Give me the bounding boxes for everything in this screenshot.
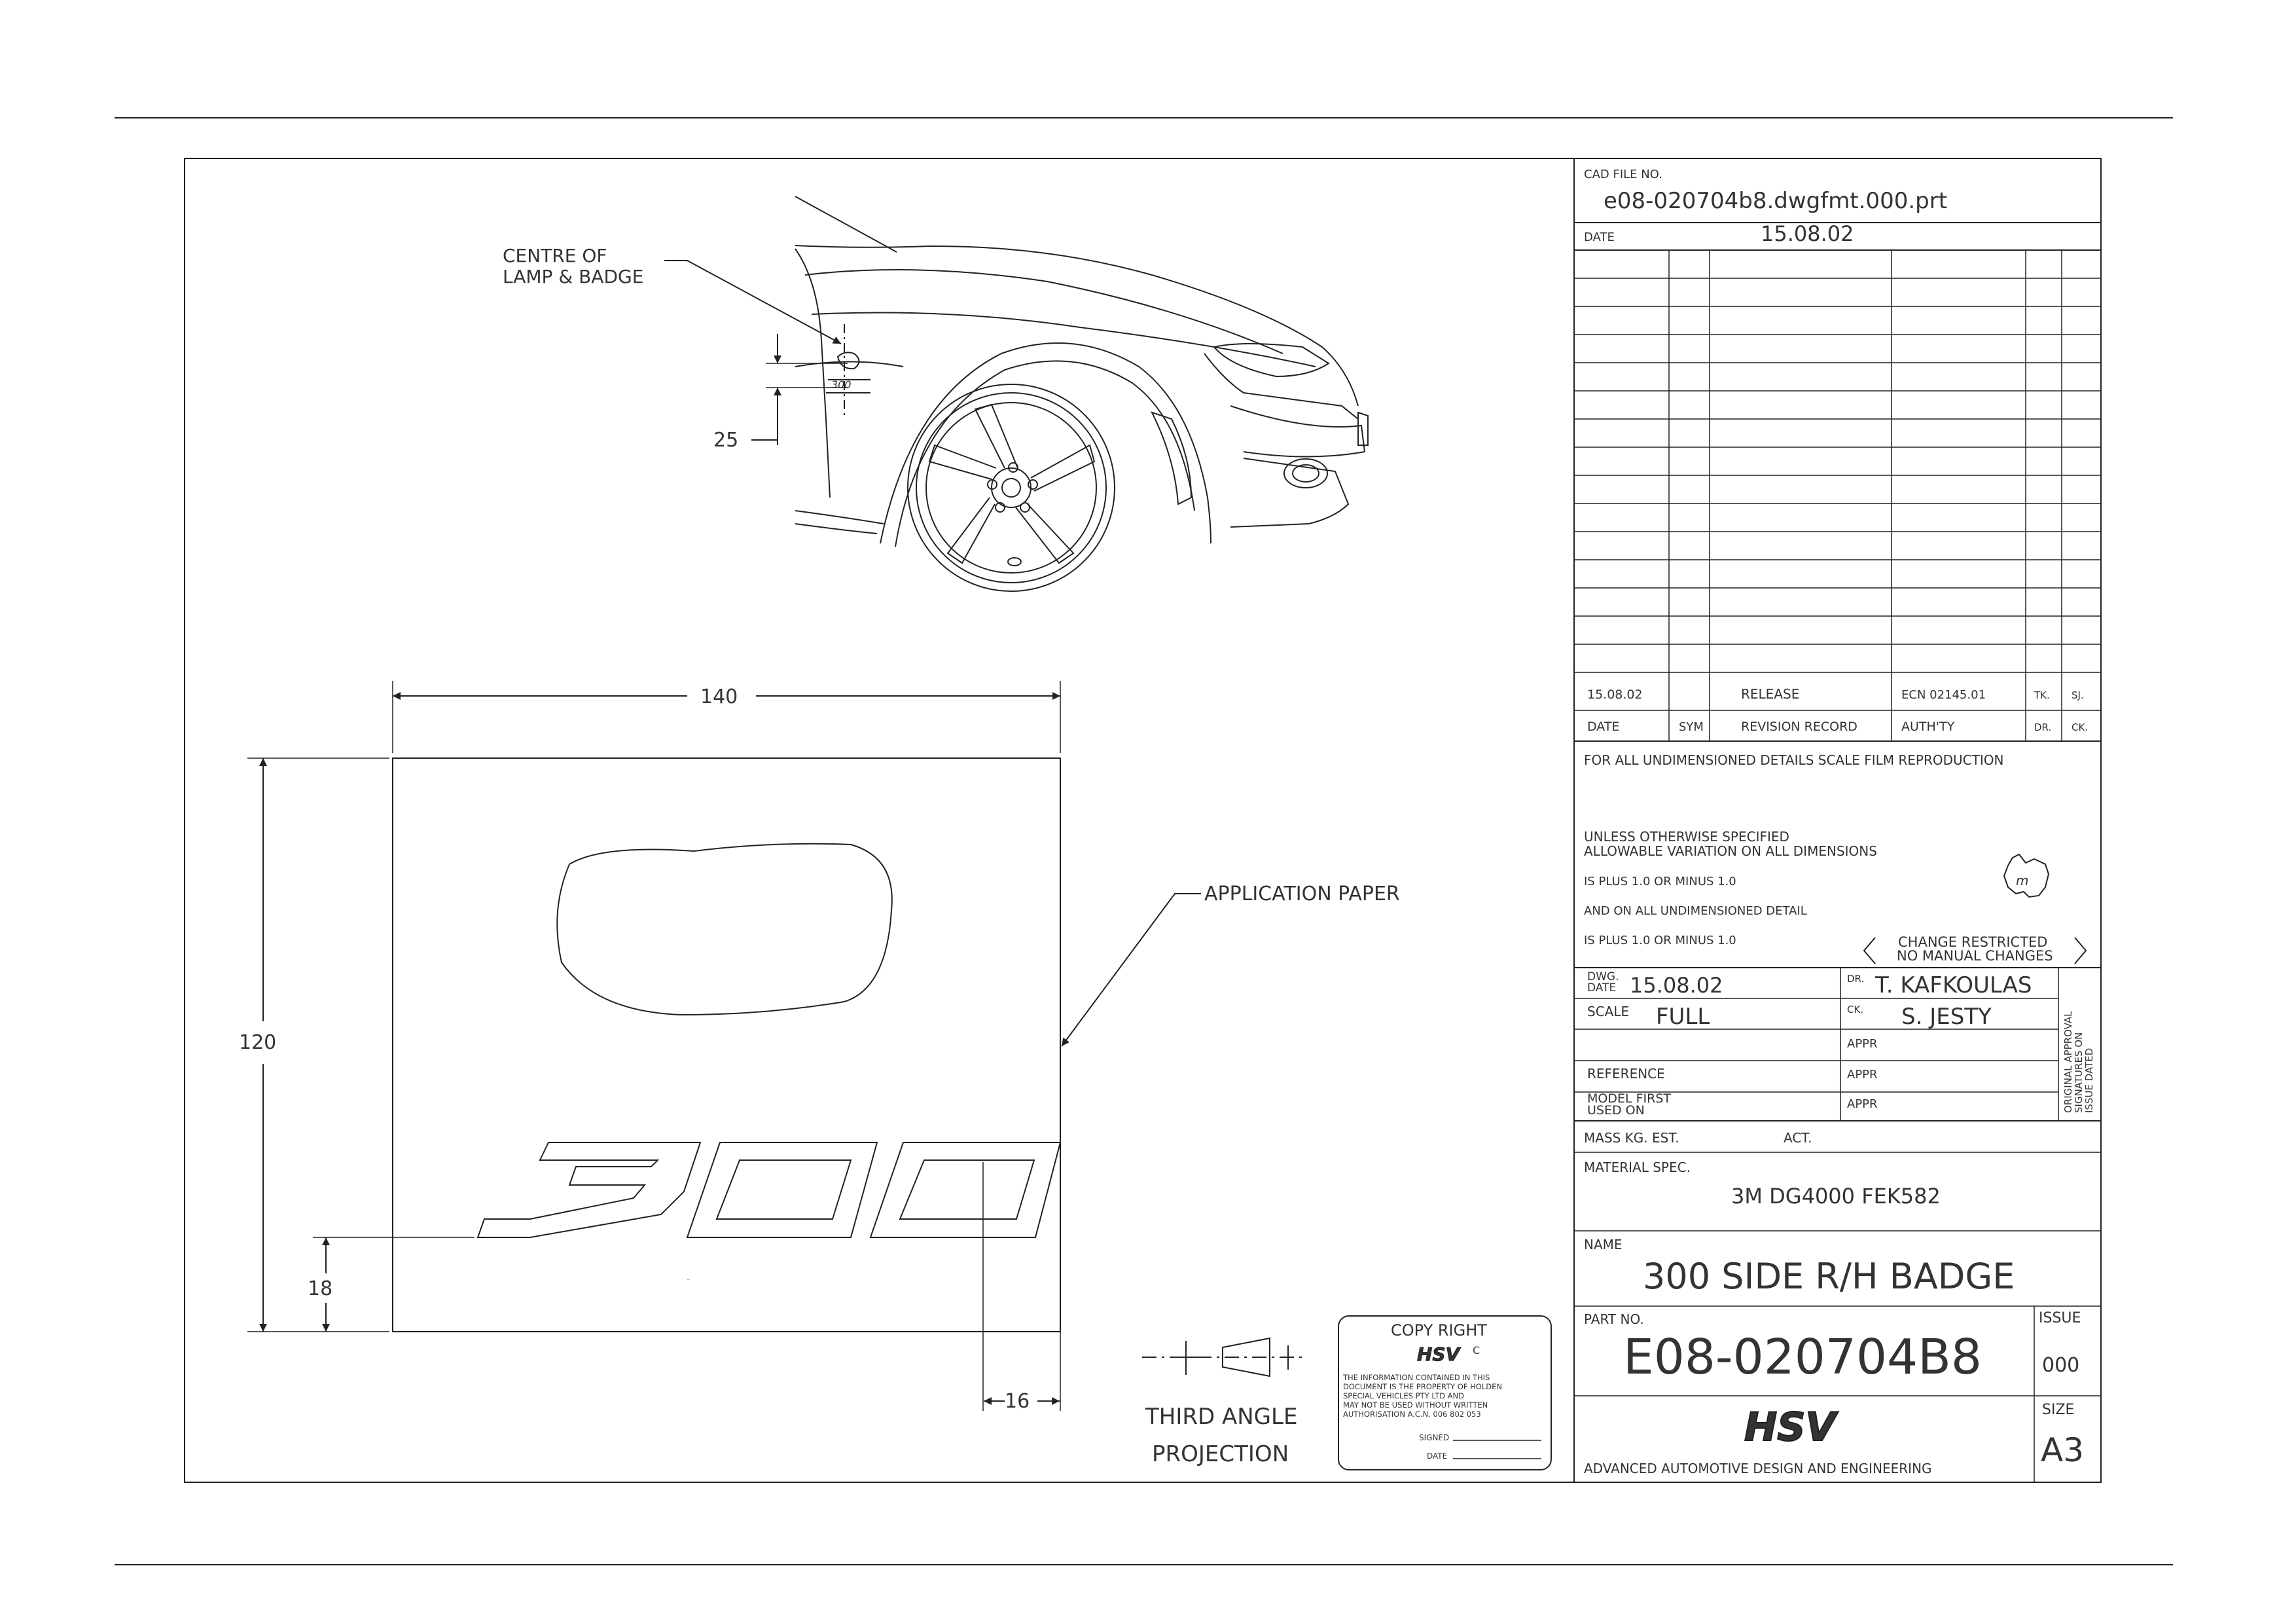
copyright-notice-5: AUTHORISATION A.C.N. 006 802 053 xyxy=(1343,1410,1481,1419)
rev-header-date: DATE xyxy=(1587,720,1620,734)
chevron-left-icon xyxy=(1864,938,1875,964)
rev-date: 15.08.02 xyxy=(1587,687,1643,702)
centre-callout-line2: LAMP & BADGE xyxy=(503,266,644,287)
projection-line1: THIRD ANGLE xyxy=(1145,1404,1298,1430)
note-plus-2: IS PLUS 1.0 OR MINUS 1.0 xyxy=(1584,934,1736,947)
date-value: 15.08.02 xyxy=(1761,221,1854,246)
car-front-illustration xyxy=(795,196,1368,591)
name-value: 300 SIDE R/H BADGE xyxy=(1643,1256,2015,1297)
centre-callout-line1: CENTRE OF xyxy=(503,245,607,266)
material-value: 3M DG4000 FEK582 xyxy=(1731,1184,1941,1209)
act-label: ACT. xyxy=(1784,1130,1812,1146)
model-label-1: MODEL FIRST xyxy=(1587,1091,1672,1106)
dim-18: 18 xyxy=(308,1277,333,1300)
copyright-notice-1: THE INFORMATION CONTAINED IN THIS xyxy=(1343,1373,1490,1382)
rev-header-record: REVISION RECORD xyxy=(1741,720,1857,734)
scale-value: FULL xyxy=(1656,1004,1710,1030)
rev-header-auth: AUTH'TY xyxy=(1901,720,1955,734)
copyright-notice-2: DOCUMENT IS THE PROPERTY OF HOLDEN xyxy=(1343,1382,1502,1391)
dr-label: DR. xyxy=(1847,973,1865,985)
date-label: DATE xyxy=(1584,230,1615,244)
ck-value: S. JESTY xyxy=(1901,1004,1992,1030)
issue-value: 000 xyxy=(2042,1354,2080,1377)
note-unless-1: UNLESS OTHERWISE SPECIFIED xyxy=(1584,829,1789,845)
projection-symbol xyxy=(1142,1338,1302,1376)
dwg-label-2: DATE xyxy=(1587,981,1617,994)
fender-badge-text: 300 xyxy=(831,378,852,391)
model-label-2: USED ON xyxy=(1587,1103,1645,1118)
note-unless-2: ALLOWABLE VARIATION ON ALL DIMENSIONS xyxy=(1584,843,1877,859)
orig-approval-2: SIGNATURES ON xyxy=(2073,1032,2085,1113)
rev-ck: SJ. xyxy=(2072,689,2084,701)
fields-grid xyxy=(1574,968,2101,1482)
title-block xyxy=(1574,158,2101,1482)
size-value: A3 xyxy=(2041,1431,2085,1469)
note-change-1: CHANGE RESTRICTED xyxy=(1898,934,2048,950)
part-value: E08-020704B8 xyxy=(1623,1329,1982,1385)
note-change-2: NO MANUAL CHANGES xyxy=(1897,948,2053,964)
dim-16: 16 xyxy=(1005,1390,1030,1413)
dwg-label-1: DWG. xyxy=(1587,970,1619,983)
rev-header-ck: CK. xyxy=(2072,721,2089,733)
rev-dr: TK. xyxy=(2034,689,2050,701)
lamp-cutout xyxy=(557,844,892,1015)
rev-record: RELEASE xyxy=(1741,686,1800,702)
projection-line2: PROJECTION xyxy=(1152,1441,1289,1467)
note-and-on: AND ON ALL UNDIMENSIONED DETAIL xyxy=(1584,904,1807,918)
dr-value: T. KAFKOULAS xyxy=(1875,972,2032,998)
appr-2: APPR xyxy=(1847,1068,1878,1082)
size-label: SIZE xyxy=(2042,1402,2075,1418)
issue-label: ISSUE xyxy=(2039,1310,2081,1326)
chevron-right-icon xyxy=(2075,938,2086,964)
dim-140: 140 xyxy=(700,685,738,708)
centre-leader xyxy=(664,261,841,344)
note-scale-film: FOR ALL UNDIMENSIONED DETAILS SCALE FILM REPRODUCTION xyxy=(1584,752,2004,768)
dwg-date: 15.08.02 xyxy=(1630,973,1723,998)
cad-file-label: CAD FILE NO. xyxy=(1584,168,1662,181)
copyright-mark: C xyxy=(1473,1344,1480,1357)
copyright-notice-3: SPECIAL VEHICLES PTY LTD AND xyxy=(1343,1391,1465,1400)
reference-label: REFERENCE xyxy=(1587,1066,1665,1082)
hsv-logo: HSV xyxy=(1744,1404,1836,1450)
rev-auth: ECN 02145.01 xyxy=(1901,688,1986,702)
badge-300-text: 300 xyxy=(687,1279,690,1281)
material-label: MATERIAL SPEC. xyxy=(1584,1159,1691,1175)
badge-300 xyxy=(478,1142,1060,1237)
rev-header-dr: DR. xyxy=(2034,721,2052,733)
note-plus-1: IS PLUS 1.0 OR MINUS 1.0 xyxy=(1584,875,1736,888)
appr-1: APPR xyxy=(1847,1037,1878,1051)
appr-3: APPR xyxy=(1847,1097,1878,1111)
cad-file-value: e08-020704b8.dwgfmt.000.prt xyxy=(1604,188,1948,214)
application-paper-leader xyxy=(1062,894,1201,1046)
original-approval-vertical xyxy=(2062,1011,2095,1113)
dim-120: 120 xyxy=(239,1031,277,1054)
copyright-date-label: DATE xyxy=(1427,1451,1448,1461)
scale-label: SCALE xyxy=(1587,1004,1630,1019)
application-paper-callout: APPLICATION PAPER xyxy=(1204,883,1400,905)
ck-label: CK. xyxy=(1847,1004,1864,1015)
copyright-title: COPY RIGHT xyxy=(1391,1321,1487,1340)
copyright-brand: HSV xyxy=(1417,1343,1460,1365)
revision-grid xyxy=(1574,250,2101,741)
australia-mark: m xyxy=(2016,873,2029,888)
part-label: PART NO. xyxy=(1584,1311,1644,1327)
name-label: NAME xyxy=(1584,1237,1623,1252)
orig-approval-3: ISSUE DATED xyxy=(2083,1048,2095,1113)
rev-header-sym: SYM xyxy=(1679,720,1704,734)
dim-25: 25 xyxy=(713,429,739,452)
mass-label: MASS KG. EST. xyxy=(1584,1130,1679,1146)
footer-text: ADVANCED AUTOMOTIVE DESIGN AND ENGINEERING xyxy=(1584,1461,1932,1476)
copyright-signed-label: SIGNED xyxy=(1419,1433,1450,1442)
orig-approval-1: ORIGINAL APPROVAL xyxy=(2062,1011,2074,1113)
copyright-notice-4: MAY NOT BE USED WITHOUT WRITTEN xyxy=(1343,1400,1488,1410)
application-paper xyxy=(393,758,1060,1332)
